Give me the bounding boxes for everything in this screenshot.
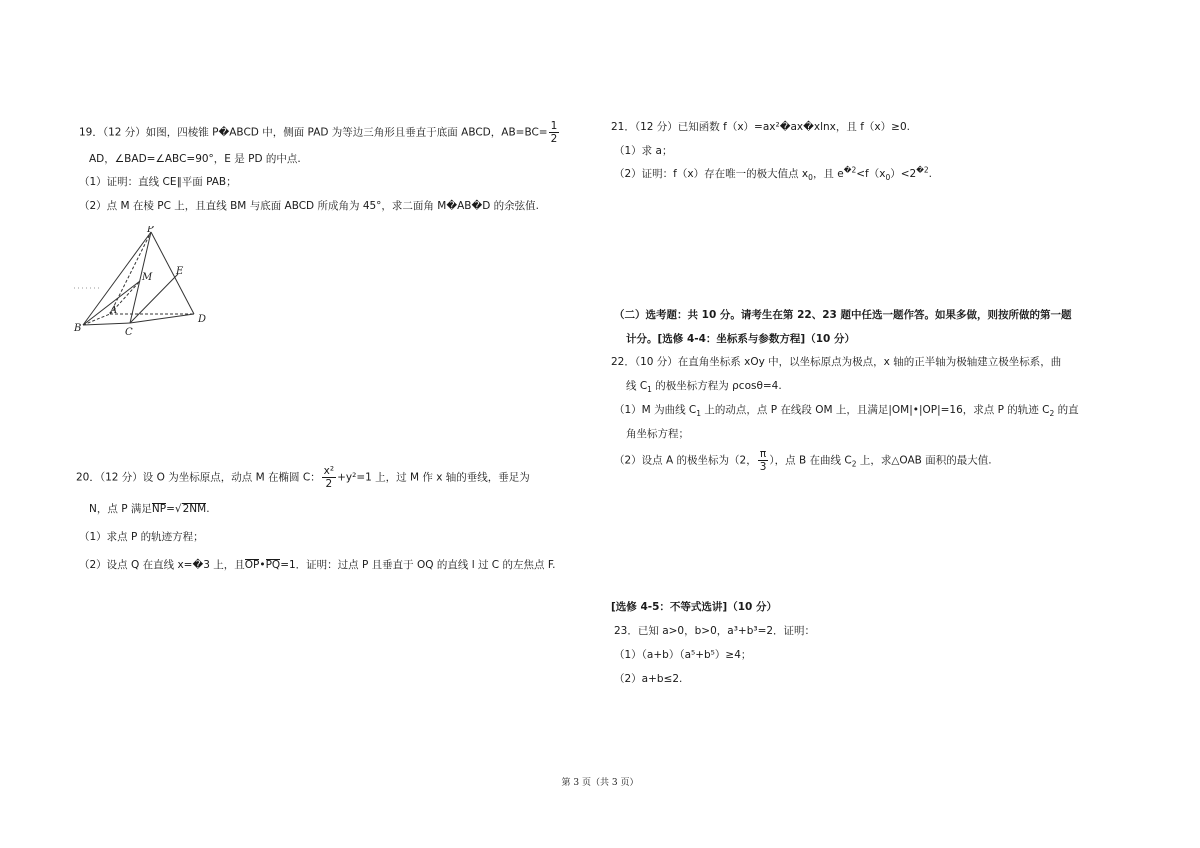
q20-line2: N，点 P 满足NP=√2NM. bbox=[89, 503, 210, 515]
q22-part2-c: 上，求△OAB 面积的最大值. bbox=[856, 454, 992, 467]
q22-fraction-num: π bbox=[758, 448, 769, 461]
q23-part1: （1）（a+b）（a⁵+b⁵）≥4； bbox=[614, 649, 752, 661]
edge-PD bbox=[151, 232, 194, 314]
q22-line2-a: 线 C bbox=[626, 380, 648, 392]
vector-NM: NM bbox=[189, 503, 207, 515]
elective-header-line2: 计分。[选修 4-4：坐标系与参数方程]（10 分） bbox=[626, 333, 855, 345]
q20-heading bbox=[76, 465, 530, 490]
label-B: B bbox=[74, 323, 82, 334]
edge-BC bbox=[83, 323, 130, 325]
q19-part2: （2）点 M 在棱 PC 上，且直线 BM 与底面 ABCD 所成角为 45°，求二面角 M�AB�D 的余弦值. bbox=[79, 200, 540, 212]
q23-heading: 23．已知 a>0，b>0，a³+b³=2．证明： bbox=[614, 625, 816, 637]
q21-heading: 21．（12 分）已知函数 f（x）=ax²�ax�xlnx，且 f（x）≥0. bbox=[611, 121, 910, 133]
q20-fraction-num: x² bbox=[323, 465, 335, 477]
dot-operator: • bbox=[259, 559, 266, 571]
q22-line2 bbox=[626, 379, 782, 393]
q21-part2 bbox=[614, 167, 932, 181]
q21-sub-x0-2: 0 bbox=[885, 173, 891, 183]
q21-part2-c: <f（x bbox=[856, 168, 886, 180]
label-D: D bbox=[198, 314, 207, 325]
q20-heading-text: 20．（12 分）设 O 为坐标原点，动点 M 在椭圆 C： bbox=[76, 471, 321, 484]
label-P: P bbox=[147, 226, 154, 235]
q19-heading bbox=[79, 120, 560, 145]
q19-fraction bbox=[549, 120, 560, 145]
vector-PQ: PQ bbox=[265, 559, 281, 571]
edge-CD bbox=[130, 314, 194, 323]
q22-heading: 22．（10 分）在直角坐标系 xOy 中，以坐标原点为极点，x 轴的正半轴为极轴建立极坐标系，曲 bbox=[611, 356, 1062, 368]
q22-part1-b: 上的动点，点 P 在线段 OM 上，且满足|OM|•|OP|=16，求点 P 的轨迹 C bbox=[701, 404, 1050, 416]
q19-line2: AD，∠BAD=∠ABC=90°，E 是 PD 的中点. bbox=[89, 153, 301, 165]
label-A: A bbox=[110, 305, 118, 316]
elective-header-line1: （二）选考题：共 10 分。请考生在第 22、23 题中任选一题作答。如果多做，则按所做的第一题 bbox=[614, 309, 1072, 321]
q20-line2-a: N，点 P 满足 bbox=[89, 503, 152, 515]
q23-part2: （2）a+b≤2. bbox=[614, 673, 683, 685]
q21-sub-x0: 0 bbox=[808, 173, 813, 183]
q20-line2-b: = bbox=[166, 503, 175, 515]
q19-fraction-den: 2 bbox=[550, 133, 558, 145]
q22-fraction bbox=[758, 448, 769, 473]
q22-part1-c: 的直 bbox=[1054, 404, 1079, 416]
q20-part2 bbox=[79, 558, 556, 572]
q20-fraction bbox=[322, 465, 336, 490]
label-C: C bbox=[125, 327, 133, 338]
q21-part2-a: （2）证明：f（x）存在唯一的极大值点 x bbox=[614, 168, 809, 180]
q21-sup-2: �2 bbox=[916, 165, 929, 175]
q19-heading-text: 19．（12 分）如图，四棱锥 P�ABCD 中，侧面 PAD 为等边三角形且垂直于底面 ABCD，AB=BC= bbox=[79, 126, 548, 139]
q22-part2-sub-c2: 2 bbox=[851, 459, 857, 469]
q20-line2-c: . bbox=[206, 503, 210, 515]
label-E: E bbox=[176, 266, 184, 277]
label-M: M bbox=[142, 272, 153, 283]
q22-part1-sub-c2: 2 bbox=[1049, 409, 1055, 419]
q21-part2-e: . bbox=[928, 168, 933, 180]
q22-part1-cont: 角坐标方程； bbox=[626, 428, 689, 440]
vector-OP: OP bbox=[244, 559, 260, 571]
q22-part2 bbox=[614, 448, 992, 473]
q20-part2-b: =1．证明：过点 P 且垂直于 OQ 的直线 l 过 C 的左焦点 F. bbox=[280, 559, 556, 571]
page-footer: 第 3 页（共 3 页） bbox=[561, 778, 639, 788]
q20-heading-tail: +y²=1 上，过 M 作 x 轴的垂线，垂足为 bbox=[337, 471, 530, 484]
edge-CE bbox=[130, 274, 178, 323]
q21-part2-b: ，且 e bbox=[812, 168, 844, 180]
q20-part1: （1）求点 P 的轨迹方程； bbox=[79, 531, 204, 543]
q21-part2-d: ）<2 bbox=[890, 168, 917, 180]
q22-sub-c1: 1 bbox=[647, 385, 652, 395]
q22-fraction-den: 3 bbox=[759, 461, 767, 473]
q22-part1 bbox=[614, 403, 1079, 417]
q22-part1-a: （1）M 为曲线 C bbox=[614, 404, 697, 416]
q20-part2-a: （2）设点 Q 在直线 x=�3 上，且 bbox=[79, 559, 245, 571]
q20-fraction-den: 2 bbox=[325, 478, 333, 490]
q22-line2-b: 的极坐标方程为 ρcosθ=4. bbox=[651, 380, 782, 392]
sqrt-2: 2 bbox=[182, 503, 190, 515]
vector-NP: NP bbox=[151, 503, 167, 515]
q19-part1: （1）证明：直线 CE∥平面 PAB； bbox=[79, 176, 237, 188]
q22-part2-b: ），点 B 在曲线 C bbox=[769, 454, 852, 467]
q21-sup-e: �2 bbox=[843, 165, 857, 175]
elective45-header: [选修 4-5：不等式选讲]（10 分） bbox=[611, 601, 777, 613]
q22-part2-a: （2）设点 A 的极坐标为（2， bbox=[614, 454, 757, 467]
q21-part1: （1）求 a； bbox=[614, 145, 673, 157]
pyramid-figure bbox=[72, 226, 217, 338]
q19-fraction-num: 1 bbox=[550, 120, 558, 132]
q22-part1-sub-c1: 1 bbox=[696, 409, 702, 419]
